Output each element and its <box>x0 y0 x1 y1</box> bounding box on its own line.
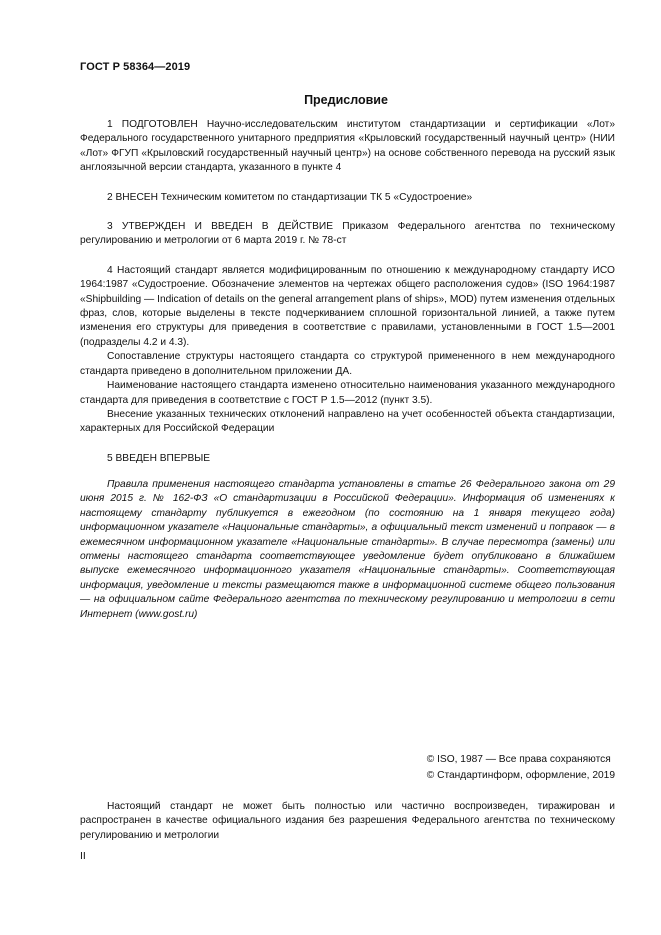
rules-notice-text: Правила применения настоящего стандарта установлены в статье 26 Федерального закона от 29 июня 2015 г. № 162-ФЗ «О стандартизации в Российской Федерации». Информация об изменениях к настоящему стандарту публикуется в ежегодном (по состоянию на 1 января текущего года) информационном указателе «Национальные стандарты», а официальный текст изменений и поправок — в ежемесячном информационном указателе «Национальные стандарты». В случае пересмотра (замены) или отмены настоящего стандарта соответствующее уведомление будет опубликовано в ближайшем выпуске ежемесячного информационного указателя «Национальные стандарты». Соответствующая информация, уведомление и тексты размещаются также в информационной системе общего пользования — на официальном сайте Федерального агентства по техническому регулированию и метрологии в сети Интернет (www.gost.ru) <box>80 479 615 620</box>
reproduction-notice <box>80 800 615 843</box>
section-3-paragraph: 3 УТВЕРЖДЕН И ВВЕДЕН В ДЕЙСТВИЕ Приказом Федерального агентства по техническому регулированию и метрологии от 6 марта 2019 г. № 78-ст <box>80 221 615 247</box>
section-4-paragraph: Внесение указанных технических отклонений направлено на учет особенностей объекта стандартизации, характерных для Российской Федерации <box>80 408 615 435</box>
section-5-paragraph: 5 ВВЕДЕН ВПЕРВЫЕ <box>107 452 211 464</box>
rules-notice <box>80 478 615 622</box>
foreword-body <box>80 118 615 466</box>
section-4-paragraph: Сопоставление структуры настоящего стандарта со структурой примененного в нем международного стандарта приведено в дополнительном приложении ДА. <box>80 351 615 377</box>
copyright-line: © Стандартинформ, оформление, 2019 <box>426 769 615 781</box>
document-id-header: ГОСТ Р 58364—2019 <box>80 61 191 73</box>
copyright-block <box>427 752 615 783</box>
copyright-line: © ISO, 1987 — Все права сохраняются <box>426 754 611 765</box>
page-title: Предисловие <box>304 93 388 107</box>
section-4-paragraph: 4 Настоящий стандарт является модифицированным по отношению к международному стандарту ИСО 1964:1987 «Судостроение. Обозначение элементов на чертежах общего расположения судов» (ISO 1964:1987 «Shipbuilding — Indication of details on the general arrangement plans of ships», MOD) путем изменения отдельных фраз, слов, которые выделены в тексте подчеркиванием сплошной горизонтальной линией, а также путем изменения его структуры для приведения в соответствие с правилами, установленными в ГОСТ 1.5—2001 (подразделы 4.2 и 4.3). <box>80 264 615 348</box>
section-2-paragraph: 2 ВНЕСЕН Техническим комитетом по стандартизации ТК 5 «Судостроение» <box>107 191 473 203</box>
reproduction-notice-text: Настоящий стандарт не может быть полностью или частично воспроизведен, тиражирован и распространен в качестве официального издания без разрешения Федерального агентства по техническому регулированию и метрологии <box>80 801 615 841</box>
section-4-paragraph: Наименование настоящего стандарта изменено относительно наименования указанного международного стандарта для приведения в соответствие с ГОСТ Р 1.5—2012 (пункт 3.5). <box>80 380 615 406</box>
section-1-paragraph: 1 ПОДГОТОВЛЕН Научно-исследовательским институтом стандартизации и сертификации «Лот» Федерального государственного унитарного предприятия «Крыловский государственный научный центр» (НИИ «Лот» ФГУП «Крыловский государственный научный центр») на основе собственного перевода на русский язык англоязычной версии стандарта, указанного в пункте 4 <box>80 119 615 174</box>
page-number: II <box>80 850 86 862</box>
